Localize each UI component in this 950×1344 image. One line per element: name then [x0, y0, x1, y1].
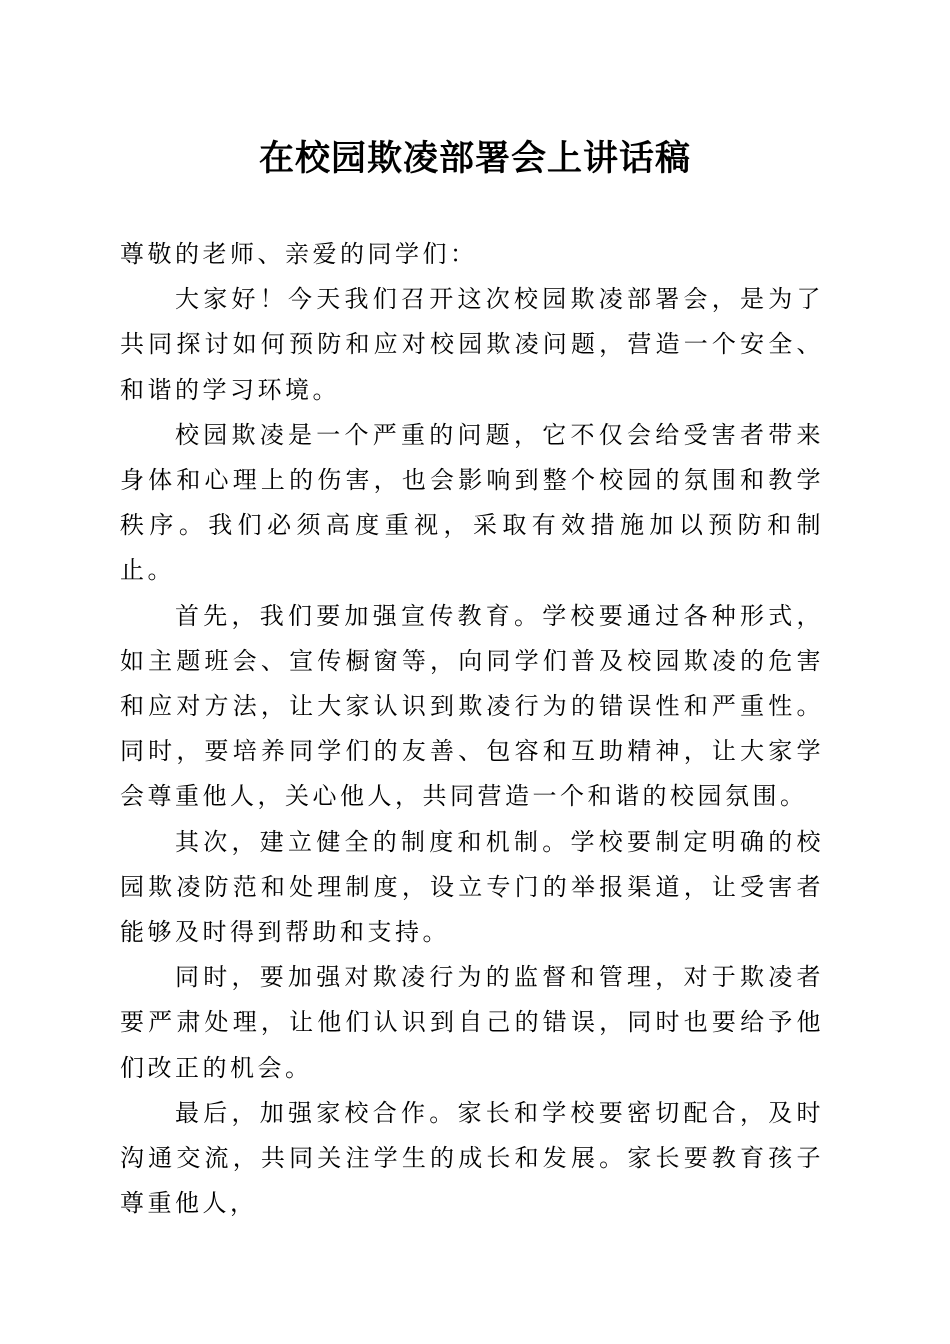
paragraph-problem: 校园欺凌是一个严重的问题，它不仅会给受害者带来身体和心理上的伤害，也会影响到整个校园的氛围和教学秩序。我们必须高度重视，采取有效措施加以预防和制止。 — [120, 420, 824, 585]
document-body — [120, 232, 824, 1226]
salutation: 尊敬的老师、亲爱的同学们： — [120, 240, 478, 268]
paragraph-final-measure: 最后，加强家校合作。家长和学校要密切配合，及时沟通交流，共同关注学生的成长和发展。家长要教育孩子尊重他人， — [120, 1098, 824, 1218]
paragraph-first-measure: 首先，我们要加强宣传教育。学校要通过各种形式，如主题班会、宣传橱窗等，向同学们普及校园欺凌的危害和应对方法，让大家认识到欺凌行为的错误性和严重性。同时，要培养同学们的友善、包容和互助精神，让大家学会尊重他人，关心他人，共同营造一个和谐的校园氛围。 — [120, 601, 824, 811]
paragraph-greeting: 大家好！今天我们召开这次校园欺凌部署会，是为了共同探讨如何预防和应对校园欺凌问题，营造一个安全、和谐的学习环境。 — [120, 285, 824, 404]
paragraph-supervision: 同时，要加强对欺凌行为的监督和管理，对于欺凌者要严肃处理，让他们认识到自己的错误，同时也要给予他们改正的机会。 — [120, 963, 824, 1082]
document-title: 在校园欺凌部署会上讲话稿 — [258, 138, 691, 179]
paragraph-second-measure: 其次，建立健全的制度和机制。学校要制定明确的校园欺凌防范和处理制度，设立专门的举报渠道，让受害者能够及时得到帮助和支持。 — [120, 827, 824, 947]
